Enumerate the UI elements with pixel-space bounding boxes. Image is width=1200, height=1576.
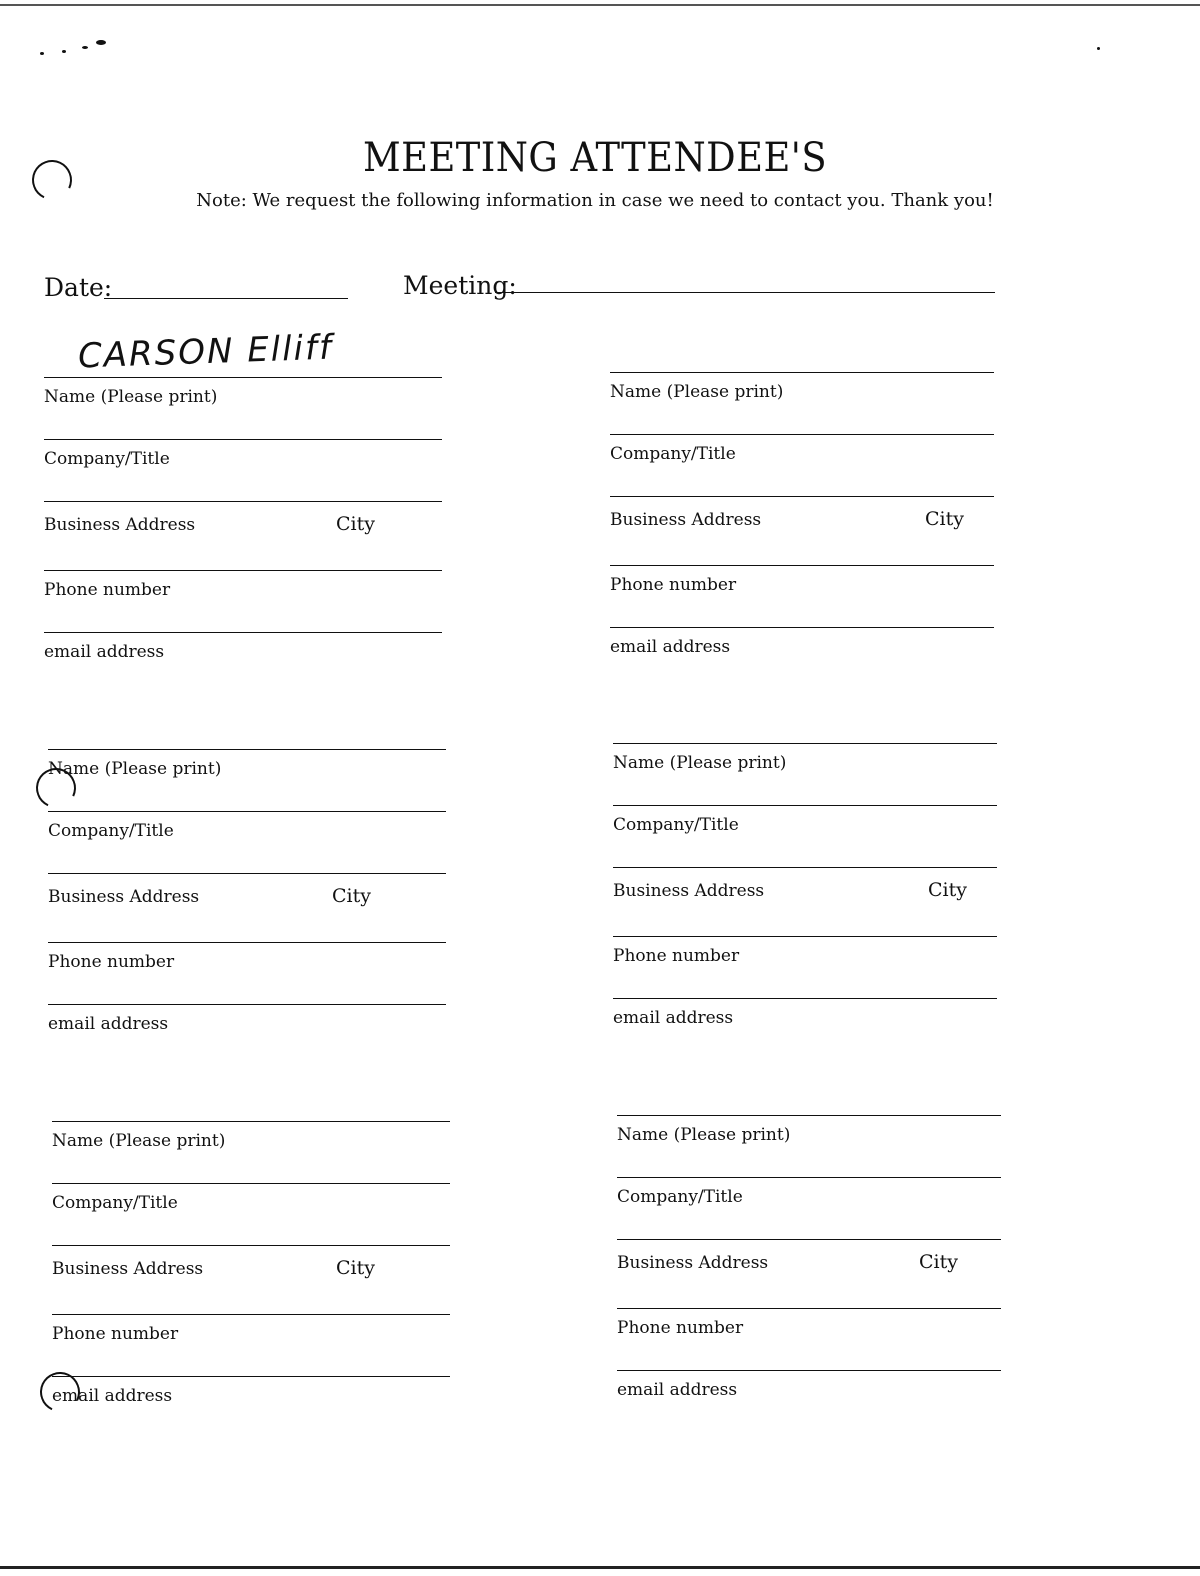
- address-field-line[interactable]: [52, 1245, 450, 1246]
- company-field-line[interactable]: [44, 439, 442, 440]
- name-label: Name (Please print): [52, 1131, 226, 1151]
- city-label: City: [928, 879, 967, 901]
- meeting-label: Meeting:: [403, 271, 517, 300]
- city-label: City: [336, 513, 375, 535]
- name-label: Name (Please print): [617, 1125, 791, 1145]
- name-field-line[interactable]: [48, 749, 446, 750]
- company-label: Company/Title: [613, 815, 739, 835]
- email-field-line[interactable]: [52, 1376, 450, 1377]
- company-field-line[interactable]: [617, 1177, 1001, 1178]
- address-field-line[interactable]: [44, 501, 442, 502]
- phone-label: Phone number: [613, 946, 740, 966]
- scan-speck: [82, 46, 88, 49]
- name-label: Name (Please print): [44, 387, 218, 407]
- company-field-line[interactable]: [48, 811, 446, 812]
- scan-speck: [1097, 47, 1100, 50]
- phone-label: Phone number: [52, 1324, 179, 1344]
- address-field-line[interactable]: [610, 496, 994, 497]
- email-field-line[interactable]: [617, 1370, 1001, 1371]
- phone-label: Phone number: [44, 580, 171, 600]
- phone-label: Phone number: [48, 952, 175, 972]
- city-label: City: [336, 1257, 375, 1279]
- phone-field-line[interactable]: [610, 565, 994, 566]
- company-field-line[interactable]: [52, 1183, 450, 1184]
- name-field-line[interactable]: [52, 1121, 450, 1122]
- name-label: Name (Please print): [613, 753, 787, 773]
- company-label: Company/Title: [617, 1187, 743, 1207]
- scan-speck: [62, 50, 66, 53]
- email-field-line[interactable]: [610, 627, 994, 628]
- address-field-line[interactable]: [48, 873, 446, 874]
- email-label: email address: [52, 1386, 173, 1406]
- email-label: email address: [610, 637, 731, 657]
- phone-field-line[interactable]: [617, 1308, 1001, 1309]
- address-label: Business Address: [617, 1253, 769, 1273]
- phone-field-line[interactable]: [48, 942, 446, 943]
- name-field-line[interactable]: [610, 372, 994, 373]
- scan-speck: [40, 52, 44, 55]
- company-label: Company/Title: [610, 444, 736, 464]
- phone-label: Phone number: [610, 575, 737, 595]
- phone-label: Phone number: [617, 1318, 744, 1338]
- name-label: Name (Please print): [610, 382, 784, 402]
- email-field-line[interactable]: [613, 998, 997, 999]
- company-field-line[interactable]: [613, 805, 997, 806]
- address-label: Business Address: [610, 510, 762, 530]
- name-field-line[interactable]: [617, 1115, 1001, 1116]
- email-label: email address: [48, 1014, 169, 1034]
- name-field-line[interactable]: [44, 377, 442, 378]
- scan-speck: [96, 40, 106, 45]
- company-label: Company/Title: [52, 1193, 178, 1213]
- name-label: Name (Please print): [48, 759, 222, 779]
- email-field-line[interactable]: [48, 1004, 446, 1005]
- handwritten-name: CARSON Elliff: [77, 327, 334, 377]
- name-field-line[interactable]: [613, 743, 997, 744]
- address-label: Business Address: [613, 881, 765, 901]
- email-field-line[interactable]: [44, 632, 442, 633]
- city-label: City: [919, 1251, 958, 1273]
- page-title: MEETING ATTENDEE'S: [362, 135, 828, 181]
- phone-field-line[interactable]: [52, 1314, 450, 1315]
- city-label: City: [332, 885, 371, 907]
- address-label: Business Address: [52, 1259, 204, 1279]
- email-label: email address: [613, 1008, 734, 1028]
- top-edge: [0, 4, 1200, 6]
- company-label: Company/Title: [44, 449, 170, 469]
- phone-field-line[interactable]: [44, 570, 442, 571]
- bottom-edge: [0, 1566, 1200, 1569]
- address-label: Business Address: [44, 515, 196, 535]
- city-label: City: [925, 508, 964, 530]
- address-field-line[interactable]: [617, 1239, 1001, 1240]
- meeting-line[interactable]: [495, 292, 995, 293]
- phone-field-line[interactable]: [613, 936, 997, 937]
- address-label: Business Address: [48, 887, 200, 907]
- email-label: email address: [44, 642, 165, 662]
- email-label: email address: [617, 1380, 738, 1400]
- company-field-line[interactable]: [610, 434, 994, 435]
- date-line[interactable]: [104, 298, 348, 299]
- company-label: Company/Title: [48, 821, 174, 841]
- address-field-line[interactable]: [613, 867, 997, 868]
- page-note: Note: We request the following information in case we need to contact you. Thank you!: [196, 190, 994, 211]
- date-label: Date:: [44, 273, 113, 302]
